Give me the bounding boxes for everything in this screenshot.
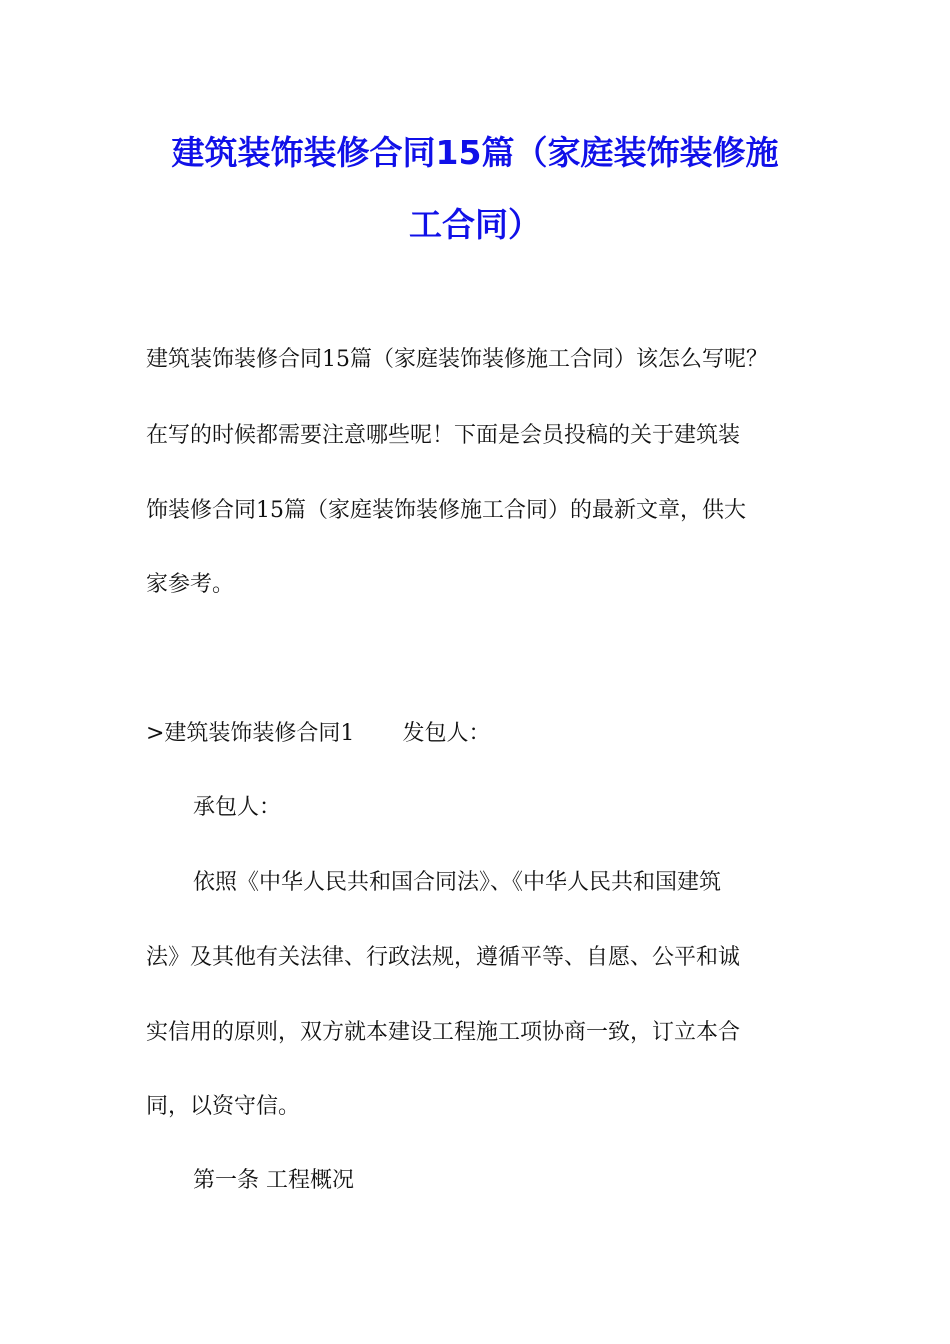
body-line-3: 实信用的原则，双方就本建设工程施工项协商一致，订立本合 [146,1020,741,1045]
intro-line-4: 家参考。 [146,572,235,597]
party-a-label: 发包人： [402,721,491,746]
document-title-line-1: 建筑装饰装修合同15篇（家庭装饰装修施 [171,133,779,172]
section-heading-row [146,719,826,749]
body-line-2: 法》及其他有关法律、行政法规，遵循平等、自愿、公平和诚 [146,945,741,970]
body-line-4: 同，以资守信。 [146,1094,301,1119]
intro-line-1: 建筑装饰装修合同15篇（家庭装饰装修施工合同）该怎么写呢？ [146,347,768,372]
intro-line-2: 在写的时候都需要注意哪些呢！下面是会员投稿的关于建筑装 [146,423,741,448]
party-b-label: 承包人： [193,795,282,820]
section-heading: >建筑装饰装修合同1 [146,721,355,746]
body-line-1: 依照《中华人民共和国合同法》、《中华人民共和国建筑 [193,870,722,895]
document-title-line-2: 工合同） [409,205,541,244]
article-1-heading: 第一条 工程概况 [193,1168,354,1193]
intro-line-3: 饰装修合同15篇（家庭装饰装修施工合同）的最新文章，供大 [146,498,746,523]
